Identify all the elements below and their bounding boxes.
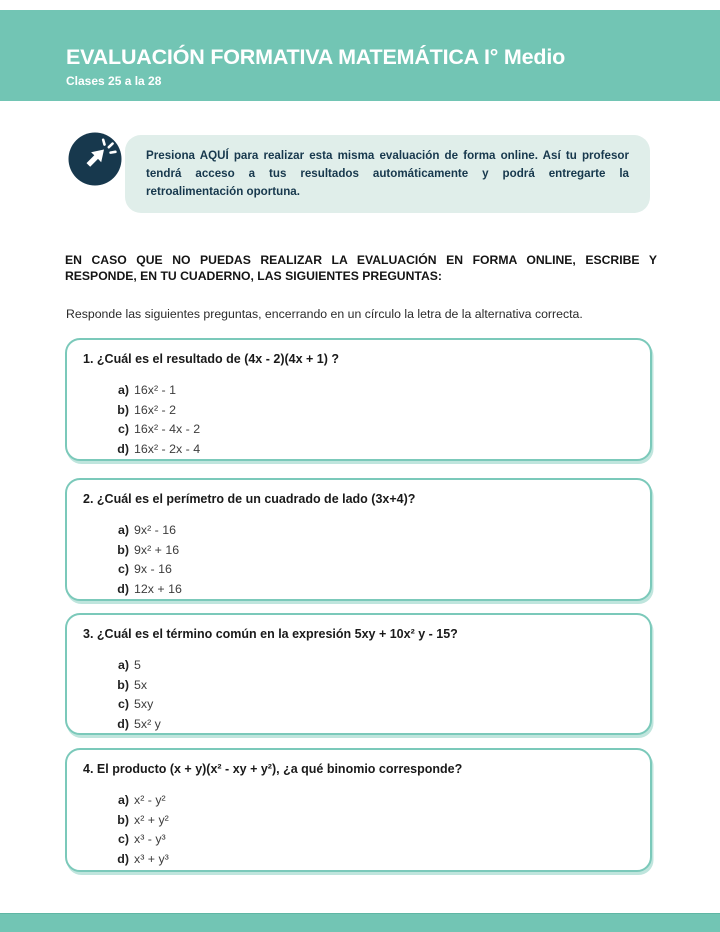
option-a — [83, 521, 634, 541]
page-title: EVALUACIÓN FORMATIVA MATEMÁTICA I° Medio — [66, 45, 566, 69]
question-text: ¿Cuál es el resultado de (4x - 2)(4x + 1) ? — [96, 352, 340, 366]
option-value: 16x² - 1 — [134, 383, 177, 397]
offline-instructions-heading: EN CASO QUE NO PUEDAS REALIZAR LA EVALUACIÓN EN FORMA ONLINE, ESCRIBE Y RESPONDE, EN TU CUADERNO, LAS SIGUIENTES PREGUNTAS: — [65, 253, 657, 284]
option-letter: c) — [117, 832, 129, 846]
option-letter: a) — [117, 383, 129, 397]
answer-instructions: Responde las siguientes preguntas, encerrando en un círculo la letra de la alternativa correcta. — [66, 307, 583, 321]
question-number: 3. — [83, 627, 94, 641]
option-letter: b) — [117, 542, 129, 557]
option-b — [83, 676, 634, 696]
click-cursor-icon[interactable] — [67, 131, 123, 187]
option-value: 5 — [134, 658, 141, 672]
option-b — [83, 401, 634, 421]
option-letter: d) — [117, 441, 129, 456]
option-letter: d) — [117, 716, 129, 731]
option-value: 9x² + 16 — [134, 542, 180, 557]
footer-band — [0, 913, 720, 932]
option-b — [83, 541, 634, 561]
page-subtitle: Clases 25 a la 28 — [66, 74, 162, 88]
question-box-1 — [65, 338, 652, 461]
option-value: 16x² - 2 — [134, 402, 177, 417]
question-3-options — [83, 656, 634, 734]
option-a — [83, 791, 634, 811]
question-number: 4. — [83, 762, 94, 776]
online-evaluation-callout[interactable]: Presiona AQUÍ para realizar esta misma evaluación de forma online. Así tu profesor tendrá acceso a tus resultados automáticamente y podrá entregarte la retroalimentación oportuna. — [125, 135, 650, 213]
question-text: ¿Cuál es el perímetro de un cuadrado de lado (3x+4)? — [96, 492, 416, 506]
option-letter: a) — [117, 523, 129, 537]
option-c — [83, 830, 634, 850]
header-band — [0, 10, 720, 101]
question-2-options — [83, 521, 634, 599]
option-value: 5xy — [134, 697, 154, 711]
option-letter: b) — [117, 812, 129, 827]
option-letter: a) — [117, 658, 129, 672]
option-b — [83, 811, 634, 831]
option-value: 5x² y — [134, 716, 161, 731]
question-number: 2. — [83, 492, 94, 506]
option-letter: b) — [117, 402, 129, 417]
question-box-2 — [65, 478, 652, 601]
question-box-3 — [65, 613, 652, 735]
option-c — [83, 420, 634, 440]
option-c — [83, 695, 634, 715]
option-letter: d) — [117, 581, 129, 596]
question-number: 1. — [83, 352, 94, 366]
question-1-text — [83, 352, 634, 366]
option-letter: d) — [117, 851, 129, 866]
option-value: x² - y² — [134, 793, 166, 807]
option-value: 5x — [134, 677, 148, 692]
option-letter: c) — [117, 422, 129, 436]
option-a — [83, 381, 634, 401]
option-d — [83, 440, 634, 460]
option-value: 16x² - 4x - 2 — [134, 422, 201, 436]
option-d — [83, 715, 634, 735]
option-letter: a) — [117, 793, 129, 807]
option-value: 9x - 16 — [134, 562, 172, 576]
option-d — [83, 580, 634, 600]
option-value: x² + y² — [134, 812, 169, 827]
option-letter: b) — [117, 677, 129, 692]
option-c — [83, 560, 634, 580]
question-text: ¿Cuál es el término común en la expresión 5xy + 10x² y - 15? — [96, 627, 458, 641]
option-letter: c) — [117, 562, 129, 576]
option-value: x³ - y³ — [134, 832, 166, 846]
option-d — [83, 850, 634, 870]
option-value: 16x² - 2x - 4 — [134, 441, 201, 456]
question-4-options — [83, 791, 634, 869]
question-3-text — [83, 627, 634, 641]
question-text: El producto (x + y)(x² - xy + y²), ¿a qué binomio corresponde? — [96, 762, 463, 776]
question-2-text — [83, 492, 634, 506]
option-value: 12x + 16 — [134, 581, 182, 596]
option-value: 9x² - 16 — [134, 523, 177, 537]
option-letter: c) — [117, 697, 129, 711]
option-a — [83, 656, 634, 676]
option-value: x³ + y³ — [134, 851, 169, 866]
question-1-options — [83, 381, 634, 459]
question-box-4 — [65, 748, 652, 872]
question-4-text — [83, 762, 634, 776]
